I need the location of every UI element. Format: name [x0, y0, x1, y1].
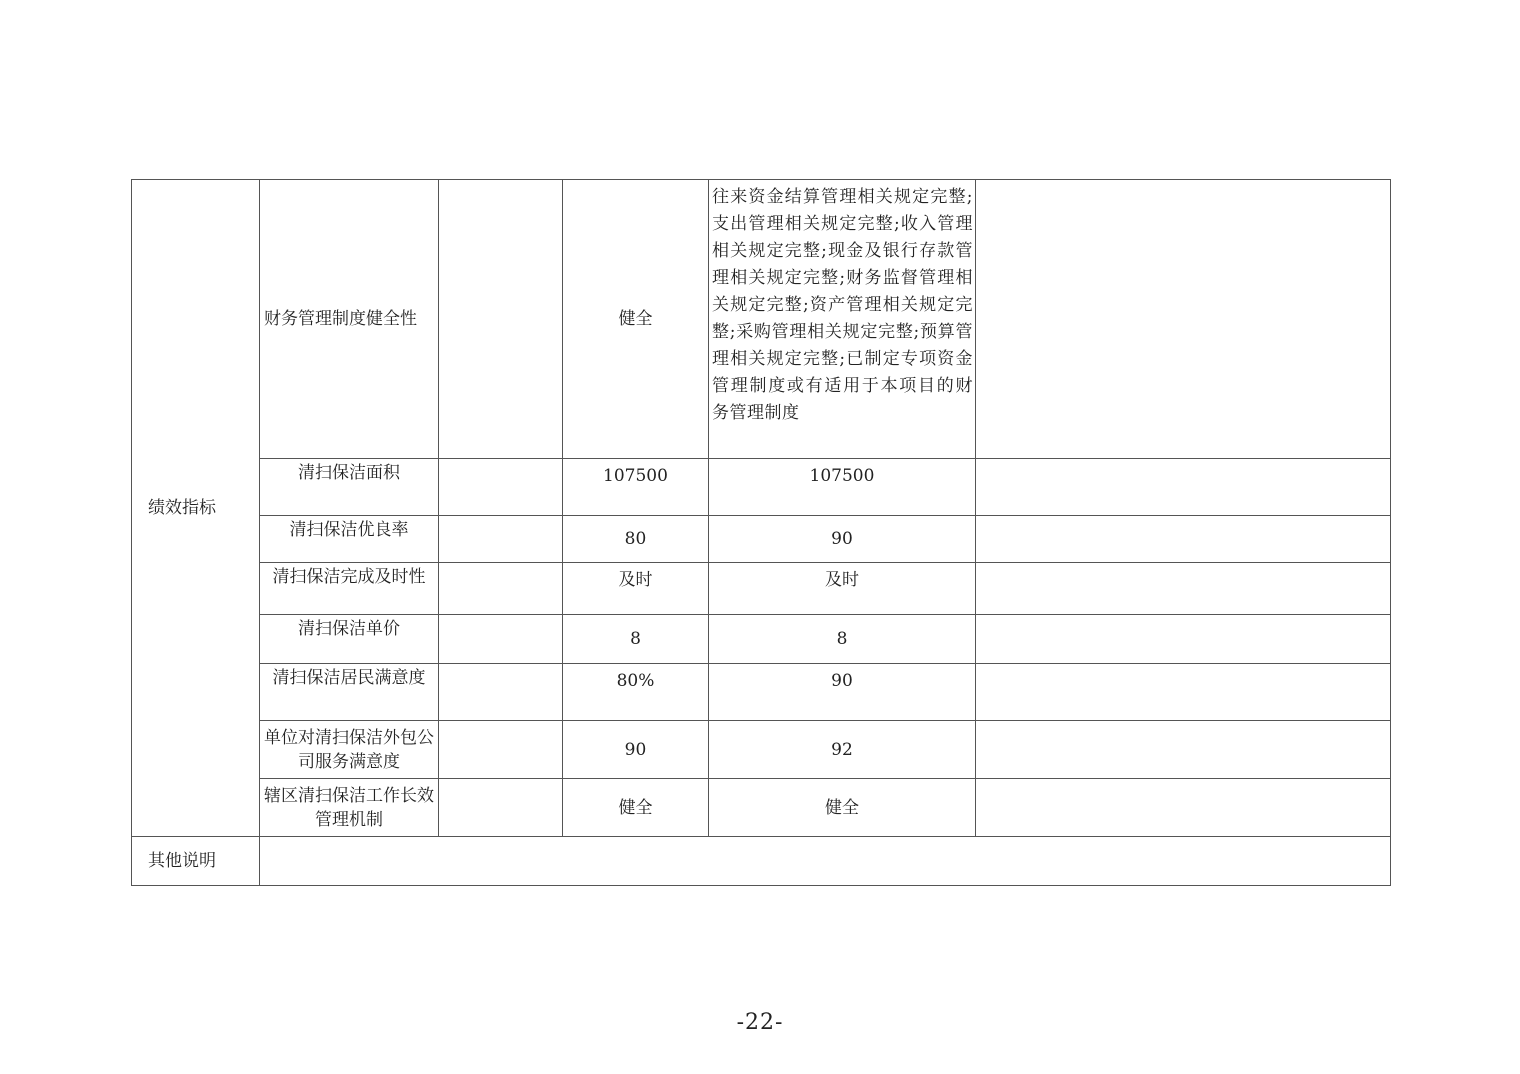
target-value-cell: 107500	[563, 459, 709, 516]
actual-value-cell: 8	[709, 615, 976, 664]
target-value-cell: 健全	[563, 180, 709, 459]
notes-cell	[976, 779, 1391, 837]
table-row	[132, 615, 1391, 664]
other-notes-value	[260, 837, 1391, 886]
blank-cell	[439, 615, 563, 664]
table-row	[132, 779, 1391, 837]
indicator-cell: 清扫保洁居民满意度	[260, 664, 439, 721]
table-row	[132, 563, 1391, 615]
target-value-cell: 健全	[563, 779, 709, 837]
indicator-cell: 清扫保洁完成及时性	[260, 563, 439, 615]
notes-cell	[976, 459, 1391, 516]
blank-cell	[439, 664, 563, 721]
notes-cell	[976, 615, 1391, 664]
notes-cell	[976, 664, 1391, 721]
notes-cell	[976, 516, 1391, 563]
performance-indicator-table	[131, 179, 1391, 886]
blank-cell	[439, 721, 563, 779]
target-value-cell: 90	[563, 721, 709, 779]
blank-cell	[439, 779, 563, 837]
actual-value-cell: 及时	[709, 563, 976, 615]
indicator-cell: 清扫保洁单价	[260, 615, 439, 664]
target-value-cell: 80	[563, 516, 709, 563]
table-row	[132, 459, 1391, 516]
actual-value-cell: 90	[709, 664, 976, 721]
table-row	[132, 180, 1391, 459]
notes-cell	[976, 721, 1391, 779]
table-row	[132, 664, 1391, 721]
target-value-cell: 8	[563, 615, 709, 664]
actual-value-cell: 往来资金结算管理相关规定完整;支出管理相关规定完整;收入管理相关规定完整;现金及银行存款管理相关规定完整;财务监督管理相关规定完整;资产管理相关规定完整;采购管理相关规定完整;预算管理相关规定完整;已制定专项资金管理制度或有适用于本项目的财务管理制度	[709, 180, 976, 459]
indicator-cell: 清扫保洁面积	[260, 459, 439, 516]
table-row	[132, 516, 1391, 563]
other-notes-label: 其他说明	[132, 837, 260, 886]
indicator-cell: 单位对清扫保洁外包公司服务满意度	[260, 721, 439, 779]
blank-cell	[439, 516, 563, 563]
actual-value-cell: 90	[709, 516, 976, 563]
indicator-cell: 财务管理制度健全性	[260, 180, 439, 459]
actual-value-cell: 107500	[709, 459, 976, 516]
notes-cell	[976, 563, 1391, 615]
category-cell: 绩效指标	[132, 180, 260, 837]
notes-cell	[976, 180, 1391, 459]
table-row	[132, 837, 1391, 886]
indicator-cell: 清扫保洁优良率	[260, 516, 439, 563]
target-value-cell: 80%	[563, 664, 709, 721]
actual-value-cell: 健全	[709, 779, 976, 837]
blank-cell	[439, 563, 563, 615]
blank-cell	[439, 459, 563, 516]
blank-cell	[439, 180, 563, 459]
target-value-cell: 及时	[563, 563, 709, 615]
table-row	[132, 721, 1391, 779]
indicator-cell: 辖区清扫保洁工作长效管理机制	[260, 779, 439, 837]
actual-value-cell: 92	[709, 721, 976, 779]
page-number: -22-	[736, 1010, 784, 1035]
